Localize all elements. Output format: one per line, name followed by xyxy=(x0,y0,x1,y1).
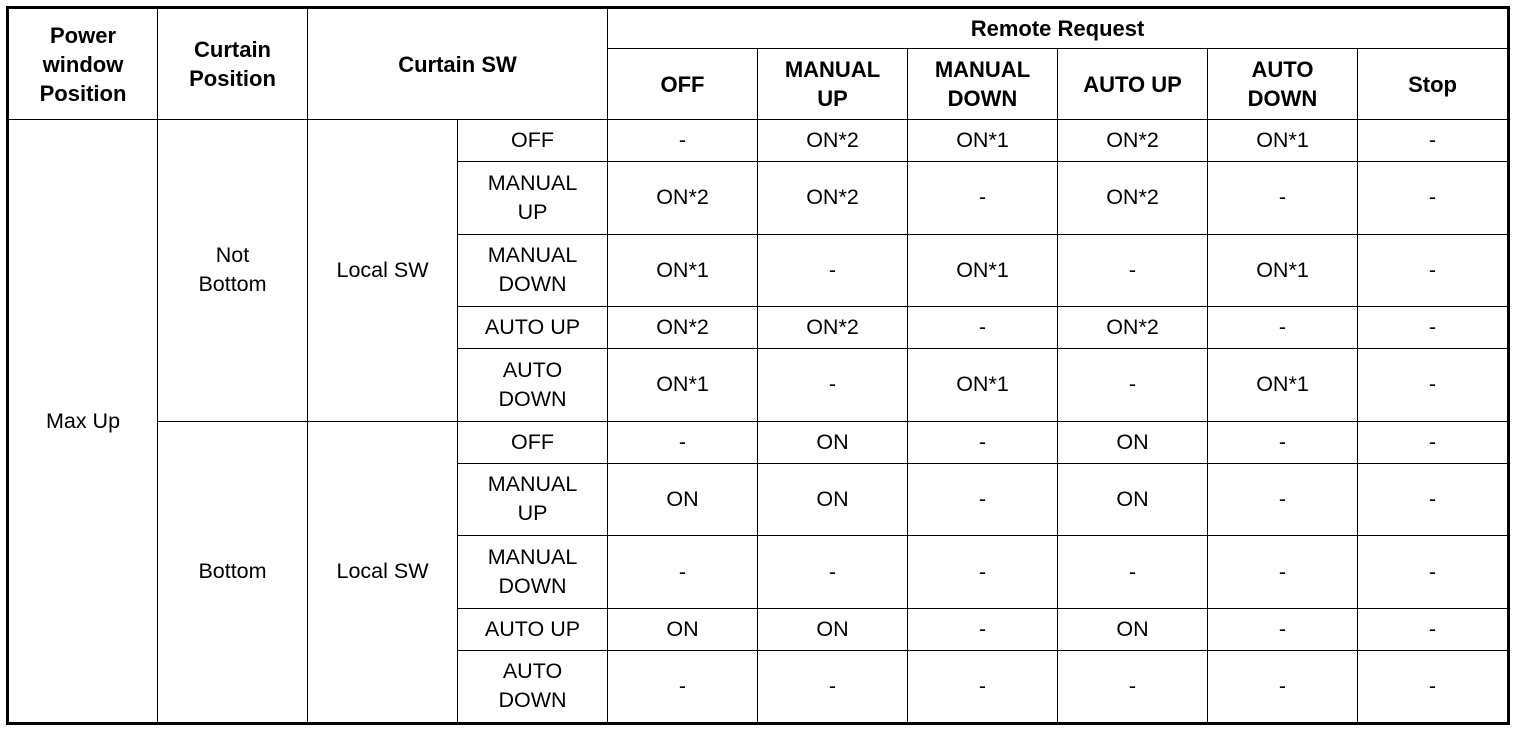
table-cell: - xyxy=(608,421,758,463)
curtain-sw-state-cell: AUTO DOWN xyxy=(458,349,608,422)
table-cell: - xyxy=(1358,307,1509,349)
header-remote-manual-up: MANUAL UP xyxy=(758,49,908,120)
table-cell: - xyxy=(1358,650,1509,723)
table-cell: ON xyxy=(608,463,758,536)
table-cell: - xyxy=(908,421,1058,463)
table-cell: ON*1 xyxy=(608,234,758,307)
table-cell: - xyxy=(1208,307,1358,349)
table-cell: - xyxy=(908,307,1058,349)
header-remote-stop: Stop xyxy=(1358,49,1509,120)
table-cell: - xyxy=(608,650,758,723)
table-cell: - xyxy=(1358,120,1509,162)
table-cell: - xyxy=(608,536,758,609)
table-cell: ON xyxy=(1058,609,1208,651)
table-cell: - xyxy=(1208,536,1358,609)
table-cell: - xyxy=(1208,421,1358,463)
table-cell: ON*2 xyxy=(758,307,908,349)
table-cell: - xyxy=(1358,463,1509,536)
table-cell: ON*2 xyxy=(758,161,908,234)
table-cell: ON*2 xyxy=(1058,120,1208,162)
header-power-window-position: Power window Position xyxy=(8,8,158,120)
table-cell: - xyxy=(908,536,1058,609)
curtain-sw-state-cell: AUTO UP xyxy=(458,307,608,349)
table-cell: ON xyxy=(1058,421,1208,463)
table-cell: - xyxy=(1358,421,1509,463)
curtain-sw-state-cell: OFF xyxy=(458,120,608,162)
table-cell: ON*1 xyxy=(608,349,758,422)
table-cell: - xyxy=(908,161,1058,234)
table-cell: - xyxy=(758,536,908,609)
table-cell: - xyxy=(1208,650,1358,723)
table-cell: ON*1 xyxy=(1208,234,1358,307)
table-cell: - xyxy=(908,609,1058,651)
header-remote-off: OFF xyxy=(608,49,758,120)
table-cell: ON*2 xyxy=(758,120,908,162)
table-cell: ON*2 xyxy=(608,161,758,234)
table-cell: ON xyxy=(608,609,758,651)
table-cell: - xyxy=(758,234,908,307)
curtain-sw-state-cell: MANUAL DOWN xyxy=(458,536,608,609)
header-curtain-position: Curtain Position xyxy=(158,8,308,120)
table-cell: - xyxy=(1058,234,1208,307)
table-cell: ON*1 xyxy=(1208,120,1358,162)
header-curtain-sw: Curtain SW xyxy=(308,8,608,120)
header-remote-auto-down: AUTO DOWN xyxy=(1208,49,1358,120)
table-cell: - xyxy=(1058,349,1208,422)
table-row xyxy=(8,421,1509,463)
table-cell: ON xyxy=(758,421,908,463)
table-cell: ON*2 xyxy=(1058,307,1208,349)
curtain-position-cell: Bottom xyxy=(158,421,308,723)
curtain-sw-state-cell: OFF xyxy=(458,421,608,463)
table-cell: - xyxy=(758,349,908,422)
curtain-sw-state-cell: MANUAL UP xyxy=(458,161,608,234)
table-row xyxy=(8,120,1509,162)
table-cell: - xyxy=(1208,609,1358,651)
header-remote-request: Remote Request xyxy=(608,8,1509,49)
table-cell: ON xyxy=(1058,463,1208,536)
curtain-sw-state-cell: MANUAL UP xyxy=(458,463,608,536)
table-cell: - xyxy=(1358,234,1509,307)
table-cell: - xyxy=(758,650,908,723)
header-remote-manual-down: MANUAL DOWN xyxy=(908,49,1058,120)
local-sw-cell: Local SW xyxy=(308,120,458,422)
table-cell: - xyxy=(1358,161,1509,234)
header-remote-auto-up: AUTO UP xyxy=(1058,49,1208,120)
table-cell: - xyxy=(608,120,758,162)
table-cell: - xyxy=(1058,650,1208,723)
local-sw-cell: Local SW xyxy=(308,421,458,723)
table-cell: ON*1 xyxy=(1208,349,1358,422)
table-cell: - xyxy=(1208,463,1358,536)
table-cell: - xyxy=(1058,536,1208,609)
curtain-sw-state-cell: AUTO UP xyxy=(458,609,608,651)
table-cell: - xyxy=(1358,349,1509,422)
power-window-position-cell: Max Up xyxy=(8,120,158,724)
table-cell: - xyxy=(1358,609,1509,651)
curtain-sw-state-cell: MANUAL DOWN xyxy=(458,234,608,307)
table-cell: - xyxy=(908,650,1058,723)
table-cell: ON xyxy=(758,463,908,536)
curtain-position-cell: Not Bottom xyxy=(158,120,308,422)
table-cell: ON*1 xyxy=(908,120,1058,162)
table-cell: ON*1 xyxy=(908,234,1058,307)
curtain-sw-state-cell: AUTO DOWN xyxy=(458,650,608,723)
table-cell: ON xyxy=(758,609,908,651)
table-cell: - xyxy=(1208,161,1358,234)
table-cell: ON*2 xyxy=(608,307,758,349)
table-cell: - xyxy=(908,463,1058,536)
switch-logic-table xyxy=(6,6,1510,725)
header-row-top xyxy=(8,8,1509,49)
table-cell: ON*2 xyxy=(1058,161,1208,234)
table-cell: - xyxy=(1358,536,1509,609)
table-cell: ON*1 xyxy=(908,349,1058,422)
